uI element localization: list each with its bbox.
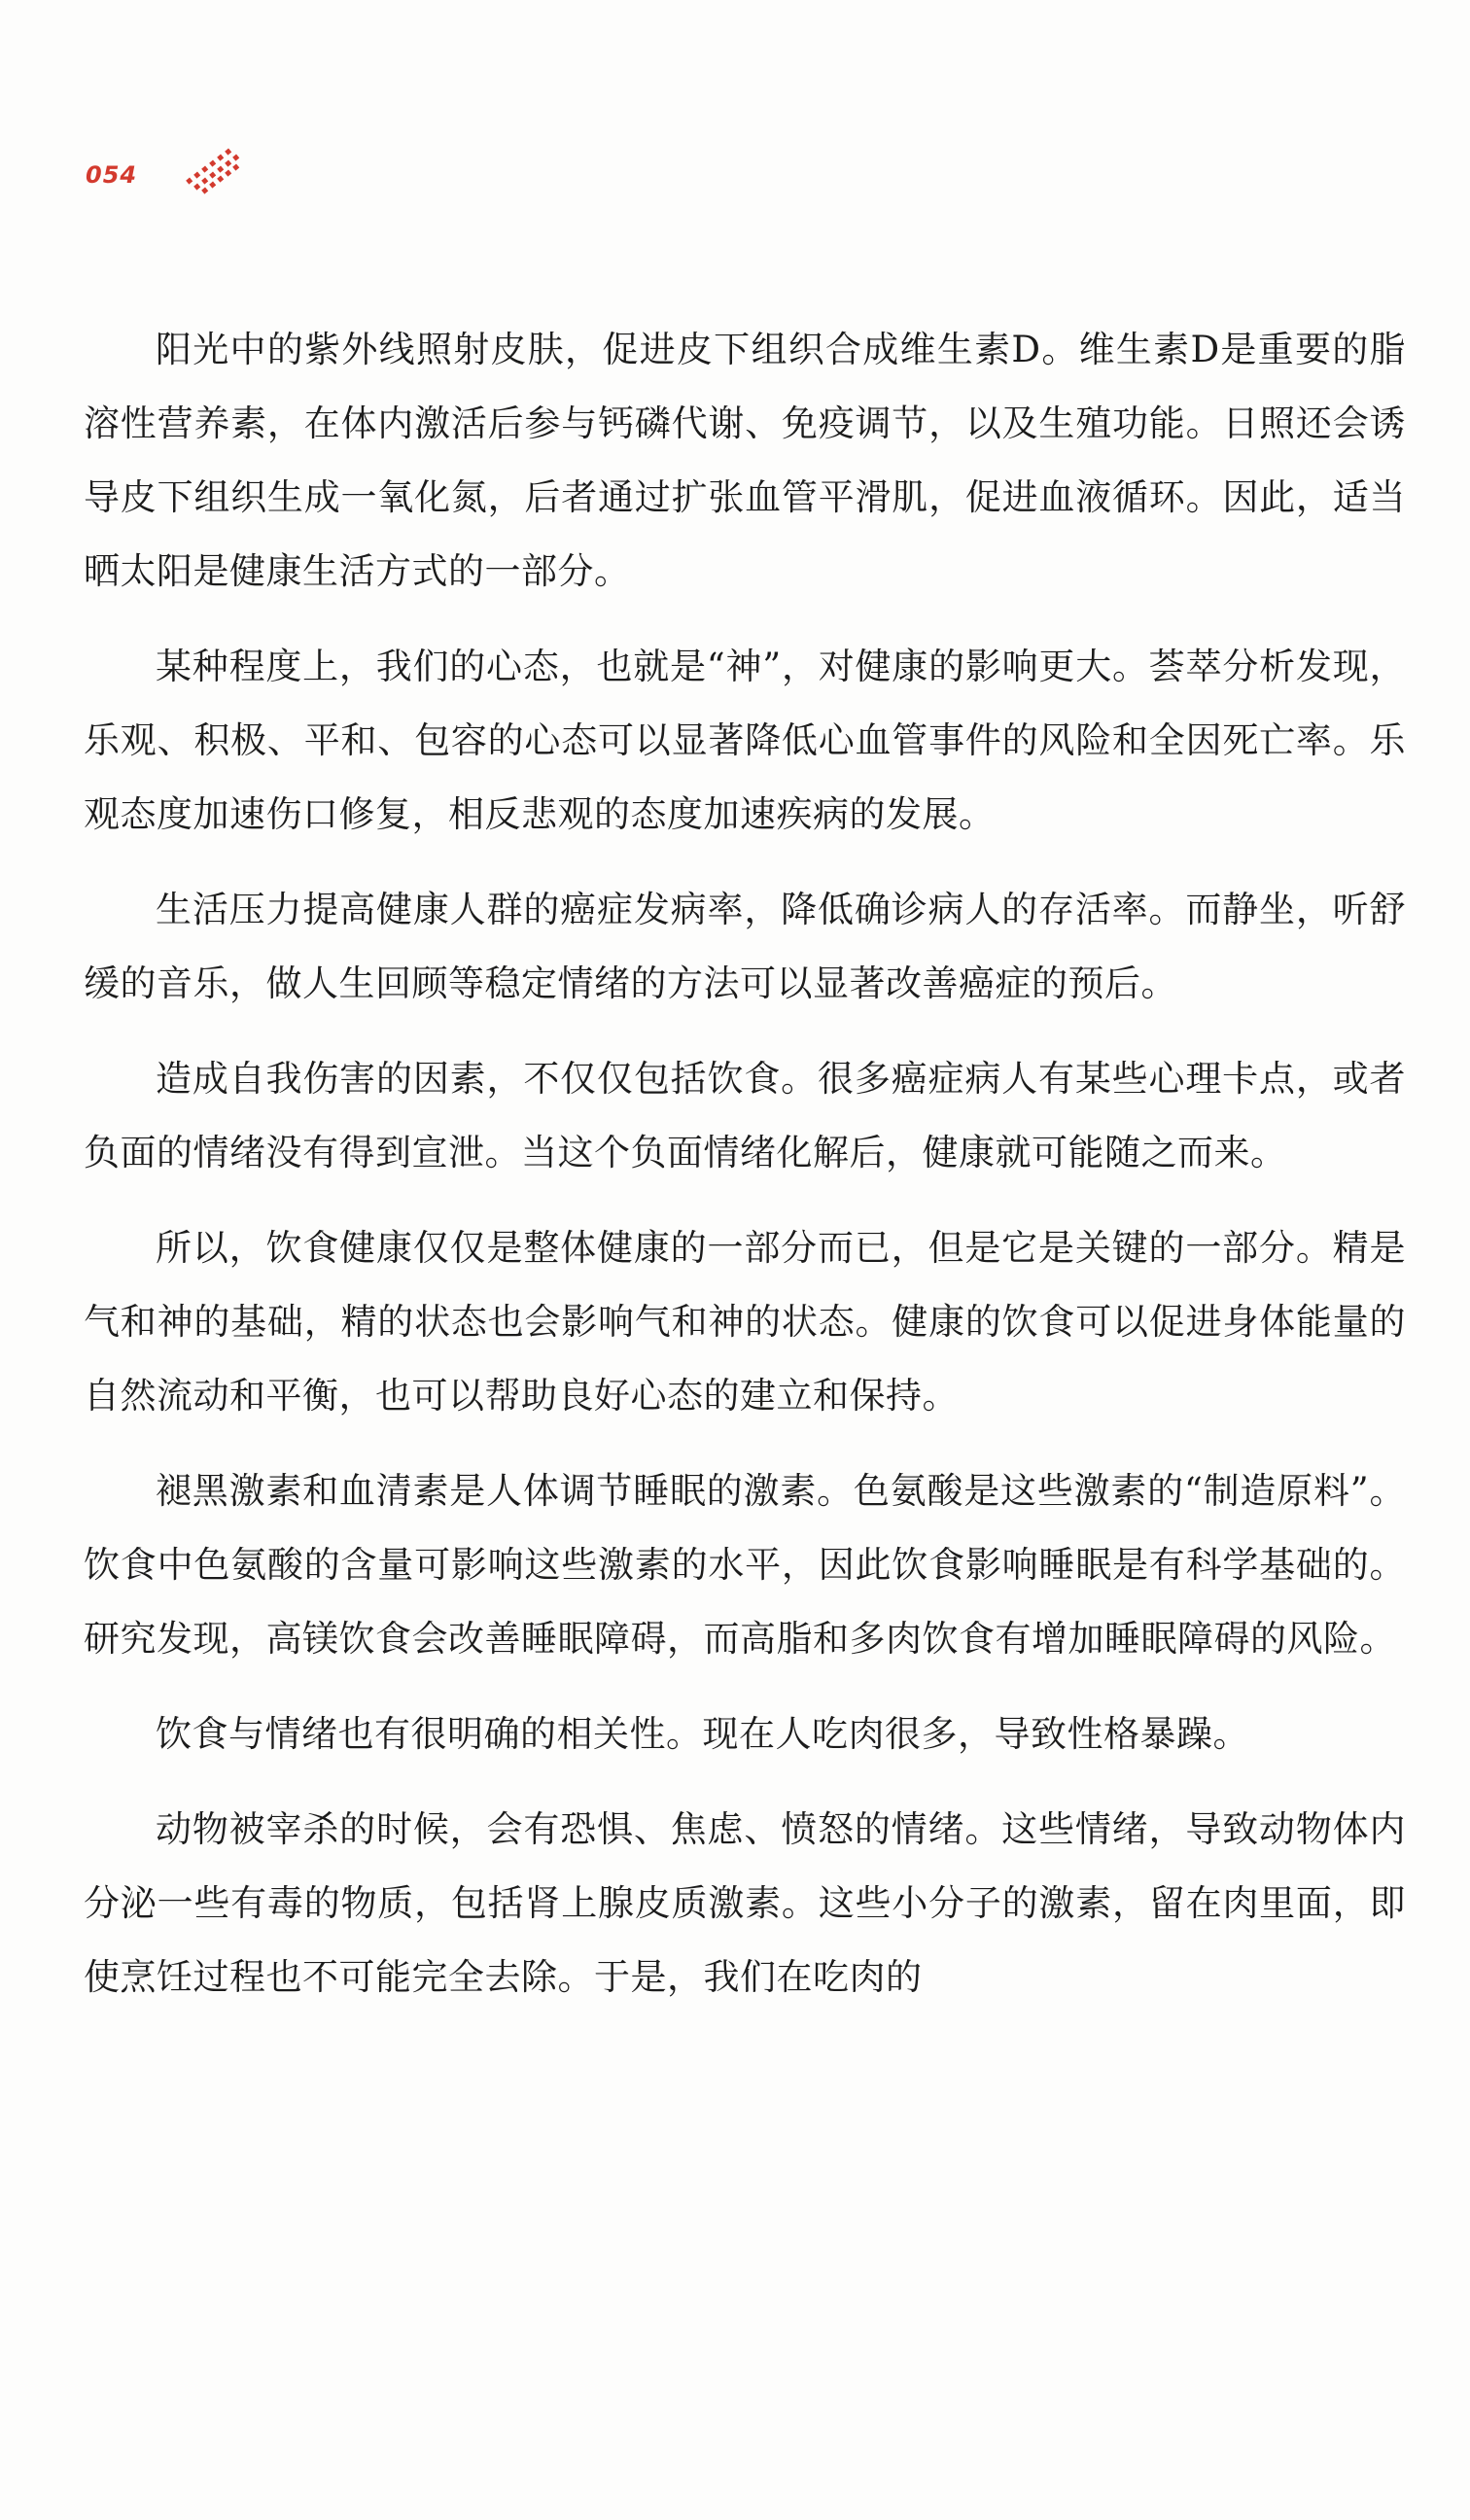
paragraph-sleep-hormones: 褪黑激素和血清素是人体调节睡眠的激素。色氨酸是这些激素的“制造原料”。饮食中色氨酸的含量可影响这些激素的水平，因此饮食影响睡眠是有科学基础的。研究发现，高镁饮食会改善睡眠障碍，而高脂和多肉饮食有增加睡眠障碍的风险。: [84, 1470, 1406, 1660]
paragraph-diet-part-of-health: 所以，饮食健康仅仅是整体健康的一部分而已，但是它是关键的一部分。精是气和神的基础，精的状态也会影响气和神的状态。健康的饮食可以促进身体能量的自然流动和平衡，也可以帮助良好心态的建立和保持。: [84, 1227, 1406, 1417]
paragraph-diet-emotion: 饮食与情绪也有很明确的相关性。现在人吃肉很多，导致性格暴躁。: [156, 1713, 1249, 1755]
stripe-ornament-icon: [181, 146, 249, 196]
page-number: 054: [86, 161, 138, 189]
body-text: [84, 313, 1406, 2036]
paragraph-stress-cancer: 生活压力提高健康人群的癌症发病率，降低确诊病人的存活率。而静坐，听舒缓的音乐，做人生回顾等稳定情绪的方法可以显著改善癌症的预后。: [84, 889, 1406, 1004]
paragraph-mindset: 某种程度上，我们的心态，也就是“神”，对健康的影响更大。荟萃分析发现，乐观、积极、平和、包容的心态可以显著降低心血管事件的风险和全因死亡率。乐观态度加速伤口修复，相反悲观的态度加速疾病的发展。: [84, 646, 1406, 835]
paragraph-animal-slaughter: 动物被宰杀的时候，会有恐惧、焦虑、愤怒的情绪。这些情绪，导致动物体内分泌一些有毒的物质，包括肾上腺皮质激素。这些小分子的激素，留在肉里面，即使烹饪过程也不可能完全去除。于是，我们在吃肉的: [84, 1808, 1406, 1998]
paragraph-sunlight-vitamin-d: 阳光中的紫外线照射皮肤，促进皮下组织合成维生素D。维生素D是重要的脂溶性营养素，在体内激活后参与钙磷代谢、免疫调节，以及生殖功能。日照还会诱导皮下组织生成一氧化氮，后者通过扩张血管平滑肌，促进血液循环。因此，适当晒太阳是健康生活方式的一部分。: [84, 329, 1406, 592]
paragraph-self-harm-factors: 造成自我伤害的因素，不仅仅包括饮食。很多癌症病人有某些心理卡点，或者负面的情绪没有得到宣泄。当这个负面情绪化解后，健康就可能随之而来。: [84, 1058, 1406, 1173]
